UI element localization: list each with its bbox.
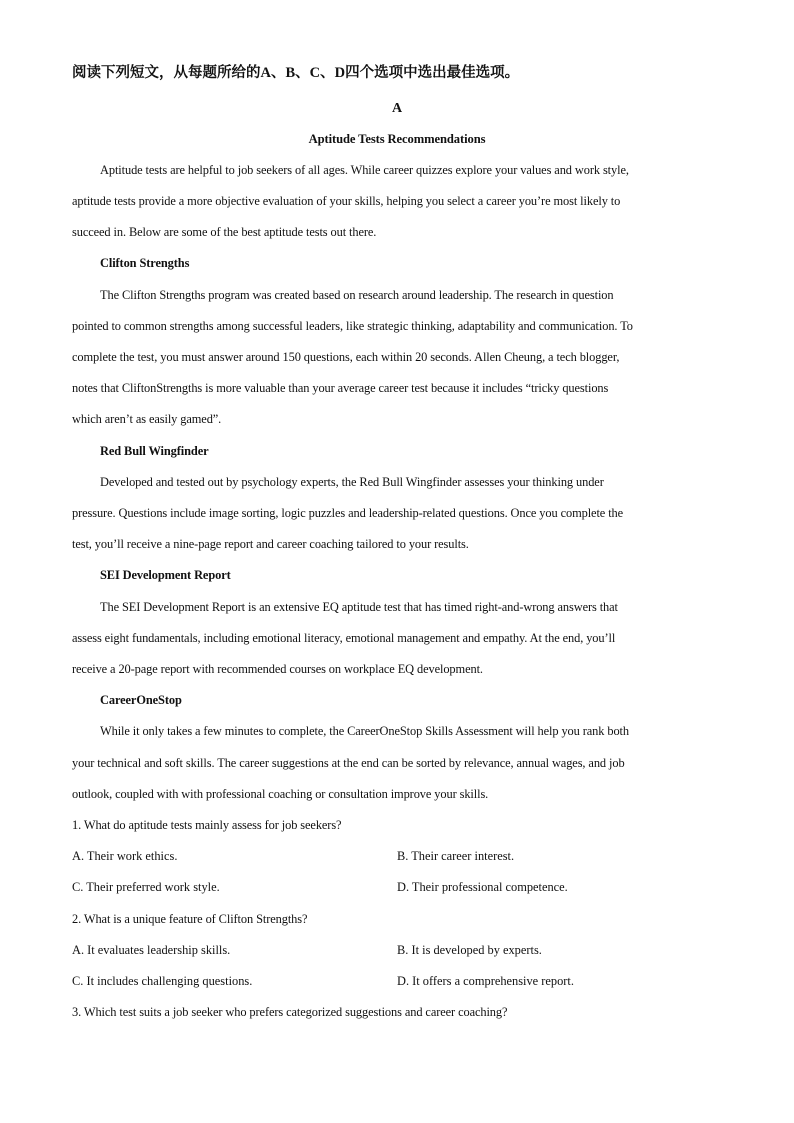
- answer-option: C. Their preferred work style.: [72, 880, 220, 894]
- paragraph-line: pointed to common strengths among successful leaders, like strategic thinking, adaptability and communication. To: [72, 319, 633, 333]
- intro-line: Aptitude tests are helpful to job seekers of all ages. While career quizzes explore your values and work style,: [100, 163, 629, 177]
- paragraph-line: The Clifton Strengths program was created based on research around leadership. The research in question: [100, 288, 614, 302]
- answer-option: A. It evaluates leadership skills.: [72, 943, 231, 957]
- paragraph-line: While it only takes a few minutes to complete, the CareerOneStop Skills Assessment will help you rank both: [100, 724, 629, 738]
- question-stem: 3. Which test suits a job seeker who prefers categorized suggestions and career coaching?: [72, 1005, 508, 1019]
- section-heading-sei: SEI Development Report: [100, 568, 231, 582]
- paragraph-line: Developed and tested out by psychology experts, the Red Bull Wingfinder assesses your thinking under: [100, 475, 604, 489]
- paragraph-line: which aren’t as easily gamed”.: [72, 412, 222, 426]
- paragraph-line: test, you’ll receive a nine-page report and career coaching tailored to your results.: [72, 537, 469, 551]
- paragraph-line: pressure. Questions include image sorting, logic puzzles and leadership-related questions. Once you complete the: [72, 506, 624, 520]
- paragraph-line: The SEI Development Report is an extensive EQ aptitude test that has timed right-and-wrong answers that: [100, 600, 618, 614]
- question-stem: 1. What do aptitude tests mainly assess for job seekers?: [72, 818, 342, 832]
- section-heading-clifton: Clifton Strengths: [100, 256, 190, 270]
- paragraph-line: notes that CliftonStrengths is more valuable than your average career test because it includes “tricky questions: [72, 381, 609, 395]
- answer-option: D. Their professional competence.: [397, 880, 568, 894]
- section-heading-wingfinder: Red Bull Wingfinder: [100, 444, 209, 458]
- intro-line: aptitude tests provide a more objective evaluation of your skills, helping you select a career you’re most likely to: [72, 194, 621, 208]
- section-letter: A: [391, 101, 402, 116]
- paragraph-line: assess eight fundamentals, including emotional literacy, emotional management and empathy. At the end, you’ll: [72, 631, 616, 645]
- section-heading-careeronestop: CareerOneStop: [100, 693, 182, 707]
- intro-line: succeed in. Below are some of the best aptitude tests out there.: [72, 225, 377, 239]
- article-title: Aptitude Tests Recommendations: [308, 132, 486, 146]
- answer-option: B. Their career interest.: [397, 849, 515, 863]
- paragraph-line: receive a 20-page report with recommended courses on workplace EQ development.: [72, 662, 483, 676]
- instruction-text: 阅读下列短文，从每题所给的A、B、C、D四个选项中选出最佳选项。: [72, 65, 520, 81]
- answer-option: B. It is developed by experts.: [397, 943, 542, 957]
- question-stem: 2. What is a unique feature of Clifton Strengths?: [72, 912, 308, 926]
- answer-option: D. It offers a comprehensive report.: [397, 974, 574, 988]
- paragraph-line: complete the test, you must answer around 150 questions, each within 20 seconds. Allen Cheung, a tech blogger,: [72, 350, 620, 364]
- answer-option: A. Their work ethics.: [72, 849, 178, 863]
- paragraph-line: your technical and soft skills. The career suggestions at the end can be sorted by relevance, annual wages, and job: [72, 756, 625, 770]
- answer-option: C. It includes challenging questions.: [72, 974, 253, 988]
- paragraph-line: outlook, coupled with with professional coaching or consultation improve your skills.: [72, 787, 489, 801]
